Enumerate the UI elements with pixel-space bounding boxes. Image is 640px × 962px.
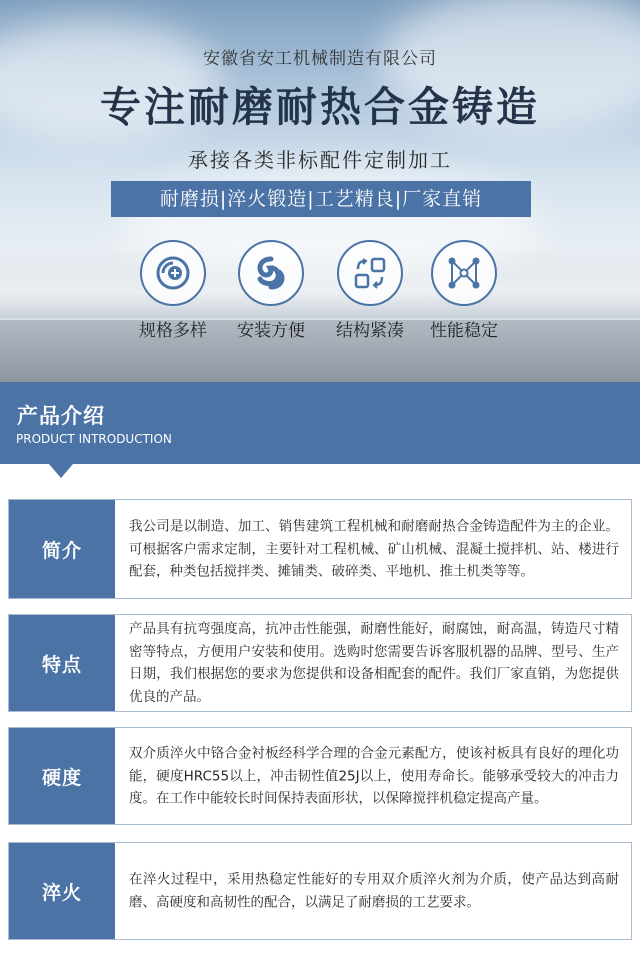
- row-heading: 硬度: [9, 728, 115, 824]
- info-row-overview: [8, 499, 632, 599]
- row-heading: 简介: [9, 500, 115, 598]
- row-heading: 特点: [9, 615, 115, 711]
- feature-item-install: [221, 240, 321, 341]
- feature-item-stability: [414, 240, 514, 341]
- feature-item-specs: [123, 240, 223, 341]
- coin-plus-icon: [153, 253, 193, 293]
- row-text: 双介质淬火中铬合金衬板经科学合理的合金元素配方，使该衬板具有良好的理化功能，硬度HRC55以上，冲击韧性值25J以上，使用寿命长。能够承受较大的冲击力度。在工作中能较长时间保持表面形状，以保障搅拌机稳定提高产量。: [129, 745, 619, 807]
- feature-icon-circle: [431, 240, 497, 306]
- page-subtitle: 承接各类非标配件定制加工: [188, 148, 452, 172]
- section-header-product-intro: [0, 382, 640, 464]
- section-title-en: PRODUCT INTRODUCTION: [16, 432, 172, 446]
- section-title-cn: 产品介绍: [17, 404, 105, 428]
- info-row-quenching: [8, 842, 632, 940]
- row-text: 在淬火过程中，采用热稳定性能好的专用双介质淬火剂为介质，使产品达到高耐磨、高硬度和高韧性的配合，以满足了耐磨损的工艺要求。: [129, 871, 619, 910]
- page-title: 专注耐磨耐热合金铸造: [100, 83, 540, 131]
- info-row-hardness: [8, 727, 632, 825]
- feature-icon-circle: [337, 240, 403, 306]
- company-name: 安徽省安工机械制造有限公司: [203, 49, 437, 69]
- header-pointer: [49, 464, 73, 478]
- row-text: 我公司是以制造、加工、销售建筑工程机械和耐磨耐热合金铸造配件为主的企业。可根据客户需求定制，主要针对工程机械、矿山机械、混凝土搅拌机、站、楼进行配套，种类包括搅拌类、摊铺类、破碎类、平地机、推土机类等等。: [129, 518, 619, 580]
- feature-label: 性能稳定: [430, 321, 498, 341]
- feature-icon-circle: [238, 240, 304, 306]
- feature-icon-circle: [140, 240, 206, 306]
- row-heading: 淬火: [9, 843, 115, 939]
- feature-label: 安装方便: [237, 321, 305, 341]
- feature-label: 规格多样: [139, 321, 207, 341]
- structure-icon: [350, 253, 390, 293]
- selling-points-banner: 耐磨损|淬火锻造|工艺精良|厂家直销: [111, 181, 531, 217]
- feature-label: 结构紧凑: [336, 321, 404, 341]
- row-text: 产品具有抗弯强度高，抗冲击性能强，耐磨性能好，耐腐蚀，耐高温，铸造尺寸精密等特点，方便用户安装和使用。选购时您需要告诉客服机器的品牌、型号、生产日期，我们根据您的要求为您提供和设备相配套的配件。我们厂家直销，为您提供优良的产品。: [129, 621, 619, 705]
- hero-banner: [0, 0, 640, 382]
- network-icon: [444, 253, 484, 293]
- feature-item-structure: [320, 240, 420, 341]
- info-row-features: [8, 614, 632, 712]
- swirl-icon: [251, 253, 291, 293]
